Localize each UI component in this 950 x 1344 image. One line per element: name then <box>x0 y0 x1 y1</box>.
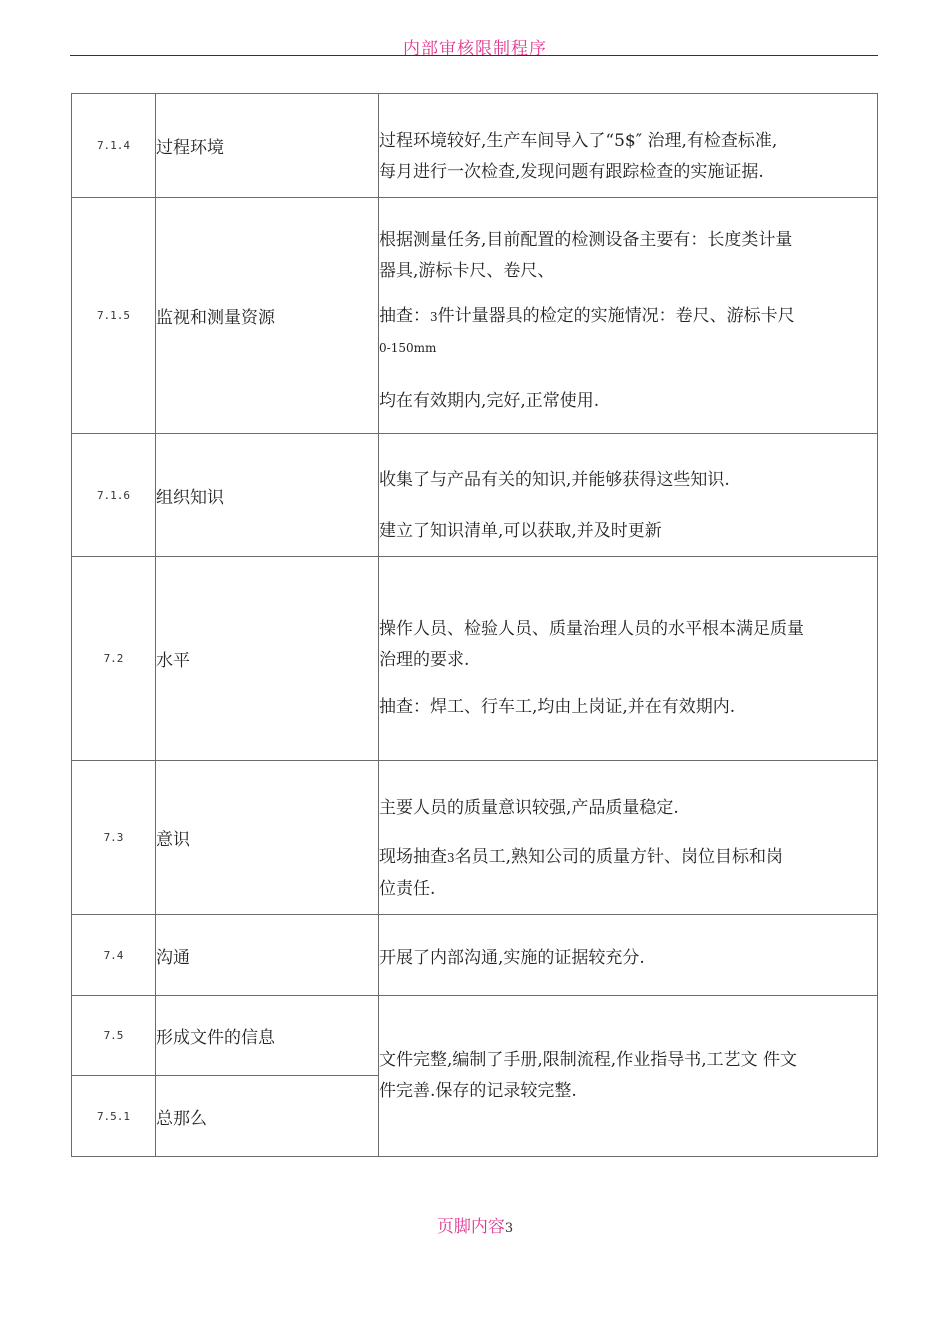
clause-number: 7.3 <box>72 761 156 915</box>
document-header-title: 内部审核限制程序 <box>403 39 547 59</box>
clause-title: 组织知识 <box>156 434 379 557</box>
finding-text: 开展了内部沟通,实施的证据较充分. <box>379 915 878 996</box>
clause-number: 7.5 <box>72 996 156 1076</box>
page-footer <box>0 1212 950 1237</box>
clause-number: 7.1.4 <box>72 94 156 198</box>
clause-title: 沟通 <box>156 915 379 996</box>
clause-number: 7.2 <box>72 557 156 761</box>
table-row <box>72 557 878 761</box>
finding-text: 过程环境较好,生产车间导入了“5$″ 治理,有检查标准, 每月进行一次检查,发现问题有跟踪检查的实施证据. <box>379 94 878 198</box>
clause-title: 水平 <box>156 557 379 761</box>
finding-text: 主要人员的质量意识较强,产品质量稳定. 现场抽查3名员工,熟知公司的质量方针、岗位目标和岗 位责任. <box>379 761 878 915</box>
clause-number: 7.1.5 <box>72 198 156 434</box>
clause-number: 7.5.1 <box>72 1076 156 1157</box>
finding-text: 收集了与产品有关的知识,并能够获得这些知识. 建立了知识清单,可以获取,并及时更新 <box>379 434 878 557</box>
clause-title: 意识 <box>156 761 379 915</box>
table-row <box>72 915 878 996</box>
footer-text: 页脚内容 <box>436 1217 505 1237</box>
header-divider <box>70 55 878 56</box>
clause-number: 7.1.6 <box>72 434 156 557</box>
table-row <box>72 761 878 915</box>
clause-number: 7.4 <box>72 915 156 996</box>
clause-title: 过程环境 <box>156 94 379 198</box>
clause-title: 监视和测量资源 <box>156 198 379 434</box>
table-row <box>72 198 878 434</box>
table-row <box>72 94 878 198</box>
audit-table <box>71 93 878 1157</box>
finding-text: 操作人员、检验人员、质量治理人员的水平根本满足质量 治理的要求. 抽查：焊工、行车工,均由上岗证,并在有效期内. <box>379 557 878 761</box>
page-number: 3 <box>504 1221 514 1236</box>
table-row <box>72 434 878 557</box>
finding-text: 根据测量任务,目前配置的检测设备主要有：长度类计量 器具,游标卡尺、卷尺、 抽查：3件计量器具的检定的实施情况：卷尺、游标卡尺 0-150mm 均在有效期内,完好,正常使用. <box>379 198 878 434</box>
clause-title: 形成文件的信息 <box>156 996 379 1076</box>
finding-text: 文件完整,编制了手册,限制流程,作业指导书,工艺文 件文 件完善.保存的记录较完整. <box>379 996 878 1157</box>
clause-title: 总那么 <box>156 1076 379 1157</box>
table-row <box>72 996 878 1076</box>
